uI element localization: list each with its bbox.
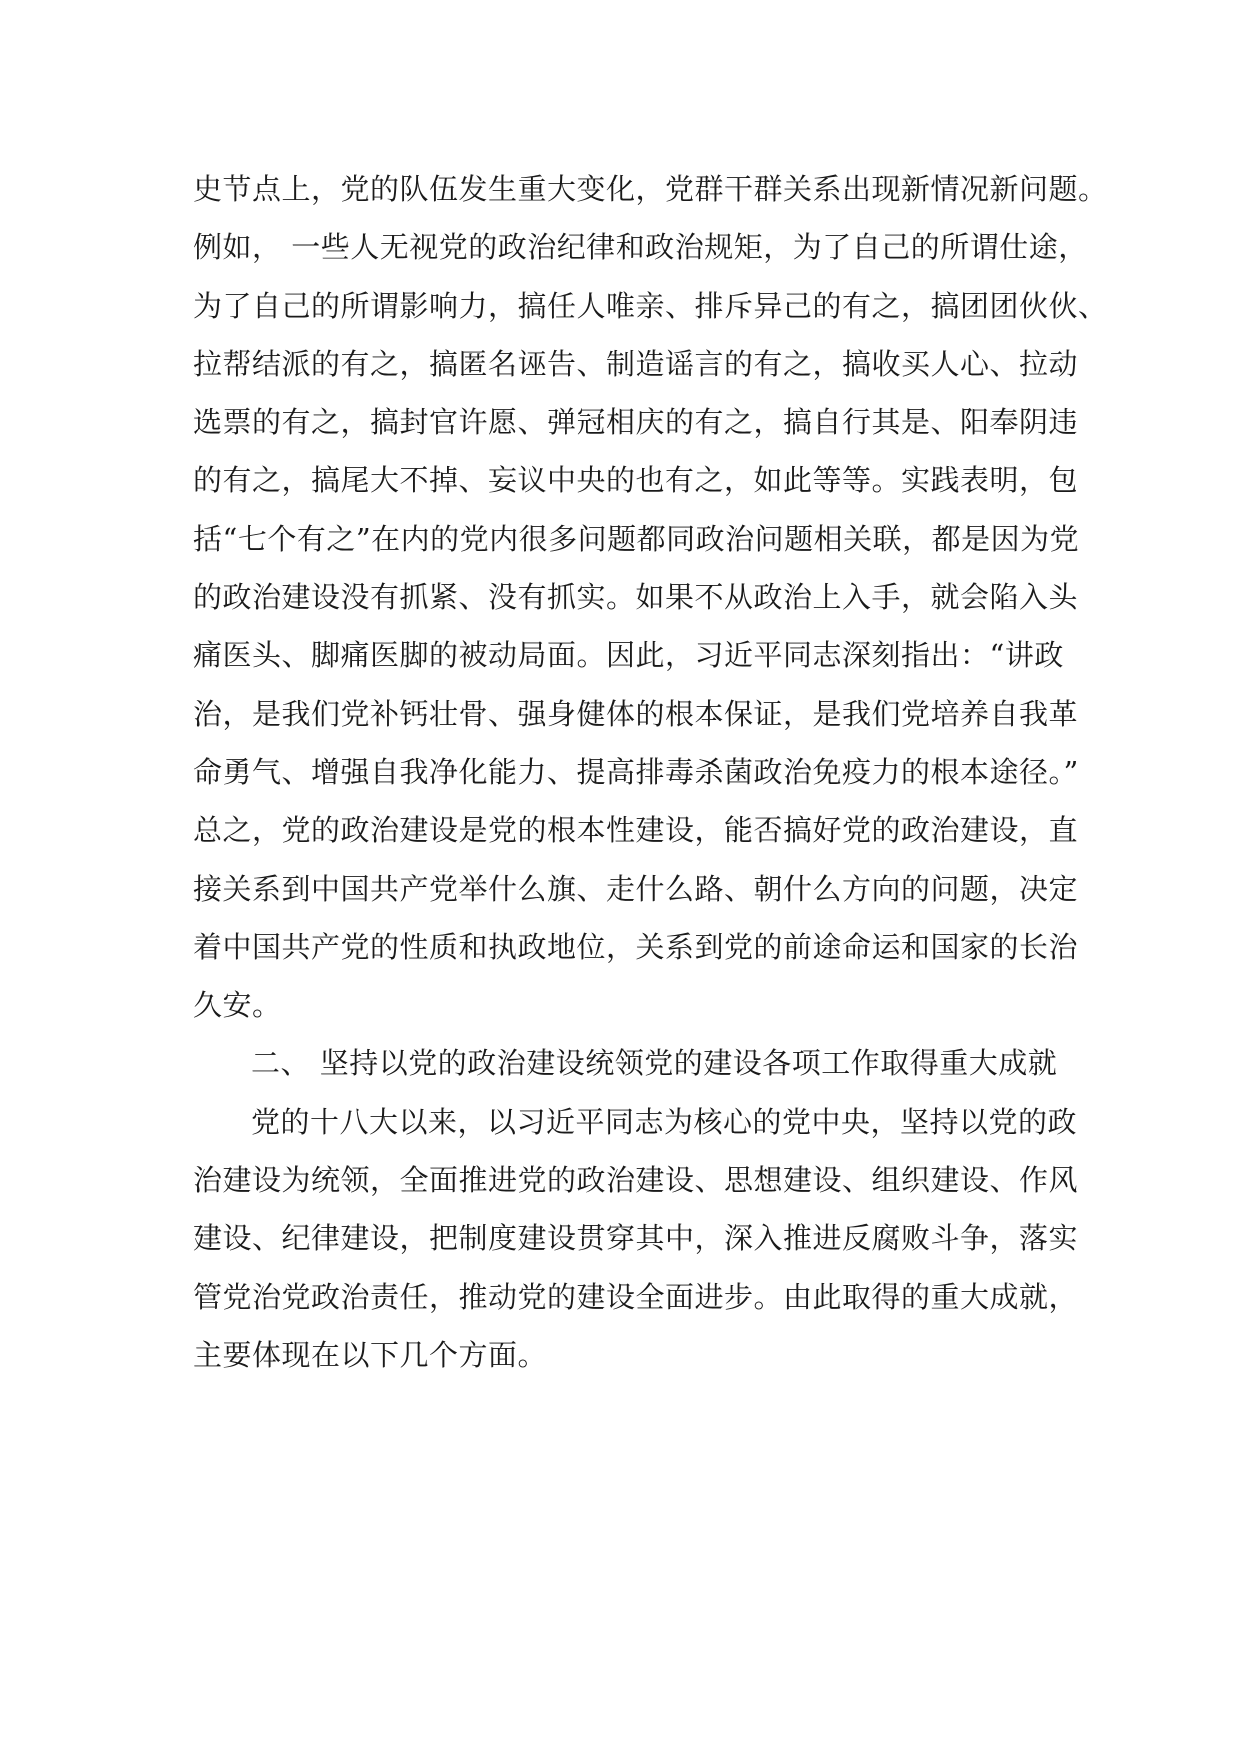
- text-line: 建设、纪律建设，把制度建设贯穿其中，深入推进反腐败斗争，落实: [193, 1221, 1079, 1256]
- text-line: 接关系到中国共产党举什么旗、走什么路、朝什么方向的问题，决定: [193, 871, 1079, 906]
- text-line: 命勇气、增强自我净化能力、提高排毒杀菌政治免疫力的根本途径。”: [193, 754, 1079, 789]
- text-line: 久安。: [193, 988, 282, 1023]
- text-line: 选票的有之，搞封官许愿、弹冠相庆的有之，搞自行其是、阳奉阴违: [193, 405, 1079, 440]
- text-line: 例如， 一些人无视党的政治纪律和政治规矩，为了自己的所谓仕途，: [193, 230, 1088, 265]
- text-line: 主要体现在以下几个方面。: [193, 1337, 548, 1372]
- text-line: 治建设为统领，全面推进党的政治建设、思想建设、组织建设、作风: [193, 1163, 1079, 1198]
- text-line: 总之，党的政治建设是党的根本性建设，能否搞好党的政治建设，直: [193, 813, 1079, 848]
- text-line: 为了自己的所谓影响力，搞任人唯亲、排斥异己的有之，搞团团伙伙、: [193, 288, 1108, 323]
- text-line: 管党治党政治责任，推动党的建设全面进步。由此取得的重大成就，: [193, 1279, 1079, 1314]
- text-line: 史节点上，党的队伍发生重大变化，党群干群关系出现新情况新问题。: [193, 172, 1108, 206]
- text-line: 痛医头、脚痛医脚的被动局面。因此，习近平同志深刻指出：“讲政: [193, 638, 1064, 673]
- text-line: 括“七个有之”在内的党内很多问题都同政治问题相关联，都是因为党: [193, 521, 1080, 556]
- body-text: [193, 160, 1108, 1384]
- paragraph-first-line: 党的十八大以来，以习近平同志为核心的党中央，坚持以党的政: [251, 1104, 1078, 1139]
- text-line: 的政治建设没有抓紧、没有抓实。如果不从政治上入手，就会陷入头: [193, 580, 1079, 615]
- section-heading: 二、 坚持以党的政治建设统领党的建设各项工作取得重大成就: [251, 1046, 1058, 1081]
- text-line: 治，是我们党补钙壮骨、强身健体的根本保证，是我们党培养自我革: [193, 696, 1079, 731]
- text-line: 的有之，搞尾大不掉、妄议中央的也有之，如此等等。实践表明，包: [193, 463, 1079, 498]
- text-line: 拉帮结派的有之，搞匿名诬告、制造谣言的有之，搞收买人心、拉动: [193, 346, 1079, 381]
- text-line: 着中国共产党的性质和执政地位，关系到党的前途命运和国家的长治: [193, 929, 1079, 964]
